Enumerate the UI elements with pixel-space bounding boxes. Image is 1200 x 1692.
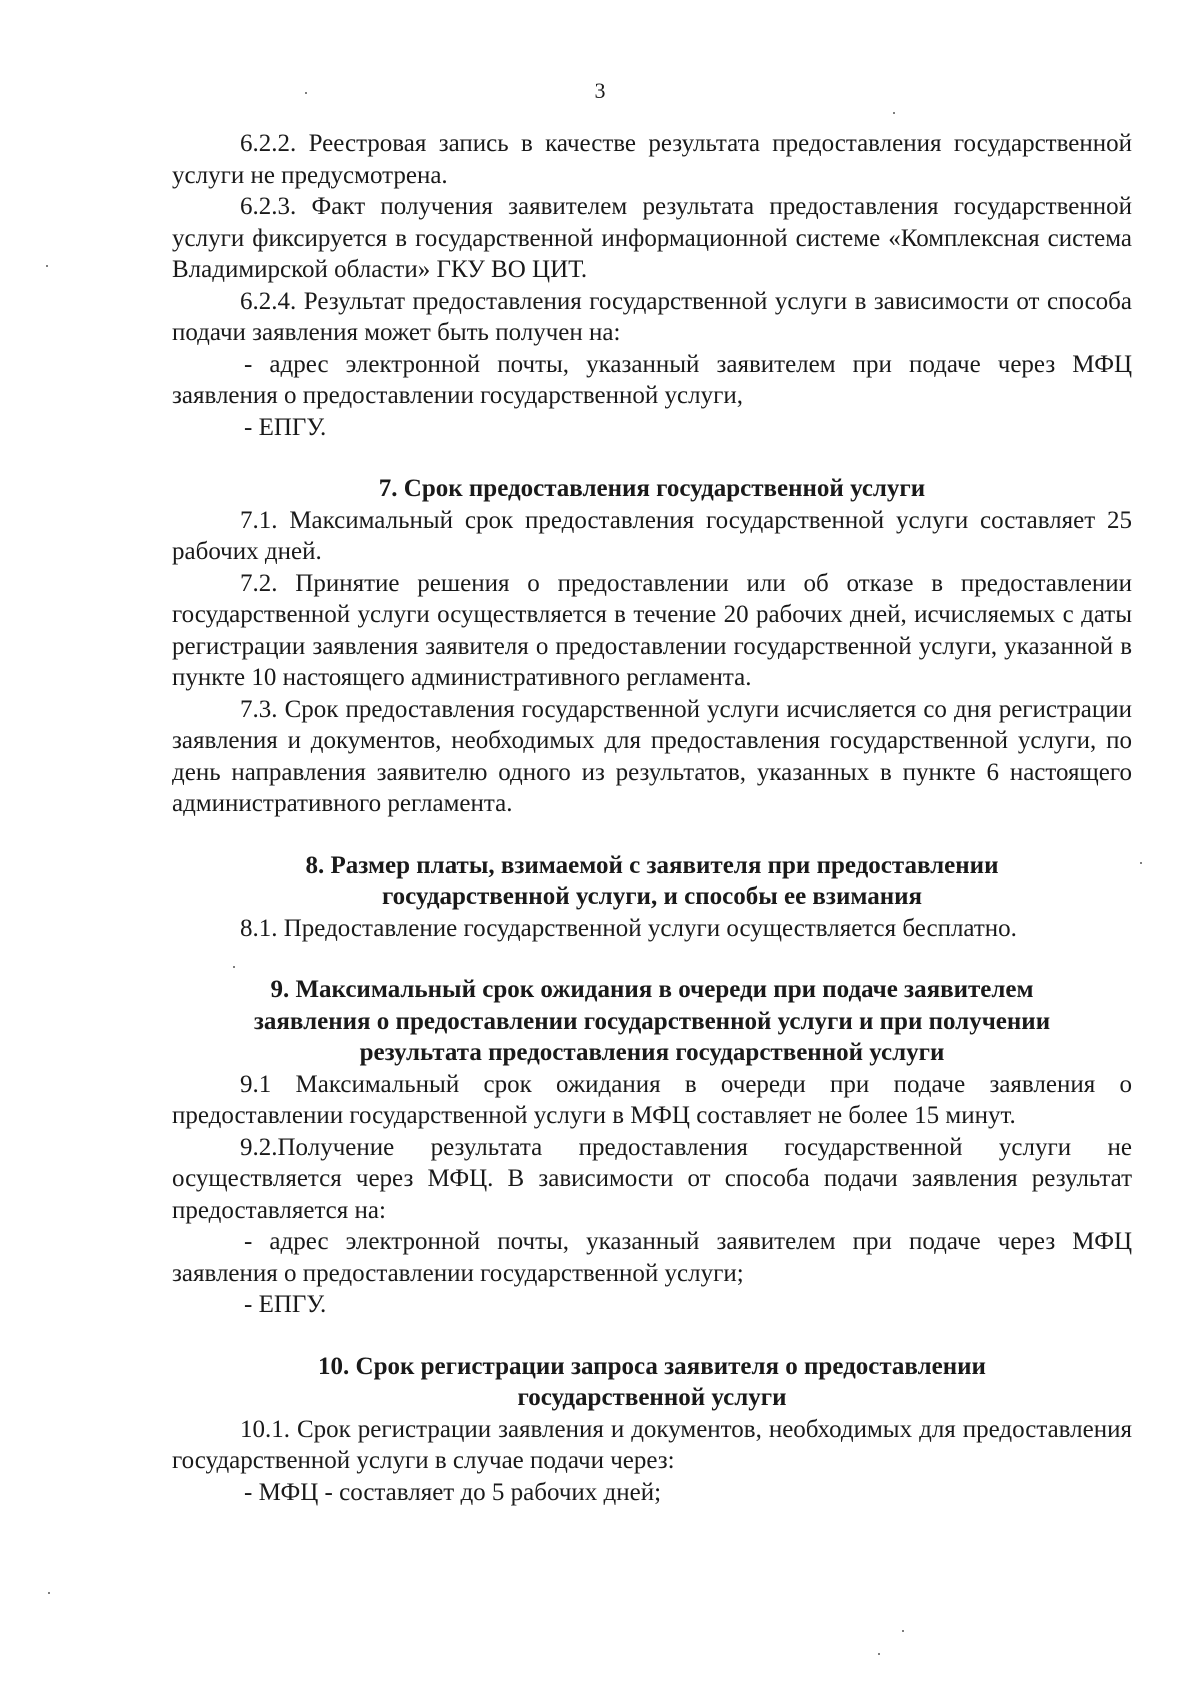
paragraph-7-3: 7.3. Срок предоставления государственной услуги исчисляется со дня регистрации заявления и документов, необходимых для предоставления государственной услуги, по день направления заявителю одного из результатов, указанных в пункте 6 настоящего административного регламента. [172,695,1132,817]
scan-speck [233,966,235,968]
paragraph-6-2-4: 6.2.4. Результат предоставления государственной услуги в зависимости от способа подачи заявления может быть получен на: [172,287,1132,346]
paragraph-6-2-3: 6.2.3. Факт получения заявителем результата предоставления государственной услуги фиксируется в государственной информационной системе «Комплексная система Владимирской области» ГКУ ВО ЦИТ. [172,193,1132,283]
list-item-mfc: - МФЦ - составляет до 5 рабочих дней; [244,1478,662,1506]
paragraph-7-1: 7.1. Максимальный срок предоставления государственной услуги составляет 25 рабочих дней. [172,506,1132,565]
paragraph-10-1: 10.1. Срок регистрации заявления и документов, необходимых для предоставления государственной услуги в случае подачи через: [172,1415,1132,1474]
scan-speck [305,92,307,94]
list-item-email-2: - адрес электронной почты, указанный заявителем при подаче через МФЦ заявления о предоставлении государственной услуги; [172,1228,1132,1287]
paragraph-7-2: 7.2. Принятие решения о предоставлении или об отказе в предоставлении государственной услуги осуществляется в течение 20 рабочих дней, исчисляемых с даты регистрации заявления заявителя о предоставлении государственной услуги, указанной в пункте 10 настоящего административного регламента. [172,569,1132,691]
paragraph-9-1: 9.1 Максимальный срок ожидания в очереди при подаче заявления о предоставлении государственной услуги в МФЦ составляет не более 15 минут. [172,1070,1132,1129]
paragraph-6-2-2: 6.2.2. Реестровая запись в качестве результата предоставления государственной услуги не предусмотрена. [172,130,1132,189]
list-item-email: - адрес электронной почты, указанный заявителем при подаче через МФЦ заявления о предоставлении государственной услуги, [172,350,1132,409]
document-body [172,128,1132,1508]
scan-speck [893,112,895,114]
scan-speck [46,265,48,267]
section-heading-8: 8. Размер платы, взимаемой с заявителя при предоставлении государственной услуги, и способы ее взимания [305,851,999,910]
section-heading-9: 9. Максимальный срок ожидания в очереди при подаче заявителем заявления о предоставлении государственной услуги и при получении результата предоставления государственной услуги [253,976,1051,1066]
paragraph-9-2: 9.2.Получение результата предоставления государственной услуги не осуществляется через МФЦ. В зависимости от способа подачи заявления результат предоставляется на: [172,1133,1132,1224]
section-heading-7: 7. Срок предоставления государственной услуги [378,475,926,502]
scan-speck [902,1630,904,1632]
list-item-epgu: - ЕПГУ. [244,413,327,441]
page-number: 3 [594,78,606,103]
paragraph-8-1: 8.1. Предоставление государственной услуги осуществляется бесплатно. [240,914,1017,942]
scan-speck [1140,862,1142,864]
scan-speck [48,1592,50,1594]
list-item-epgu-2: - ЕПГУ. [244,1291,327,1318]
scan-speck [878,1653,880,1655]
section-heading-10: 10. Срок регистрации запроса заявителя о предоставлении государственной услуги [318,1352,986,1411]
